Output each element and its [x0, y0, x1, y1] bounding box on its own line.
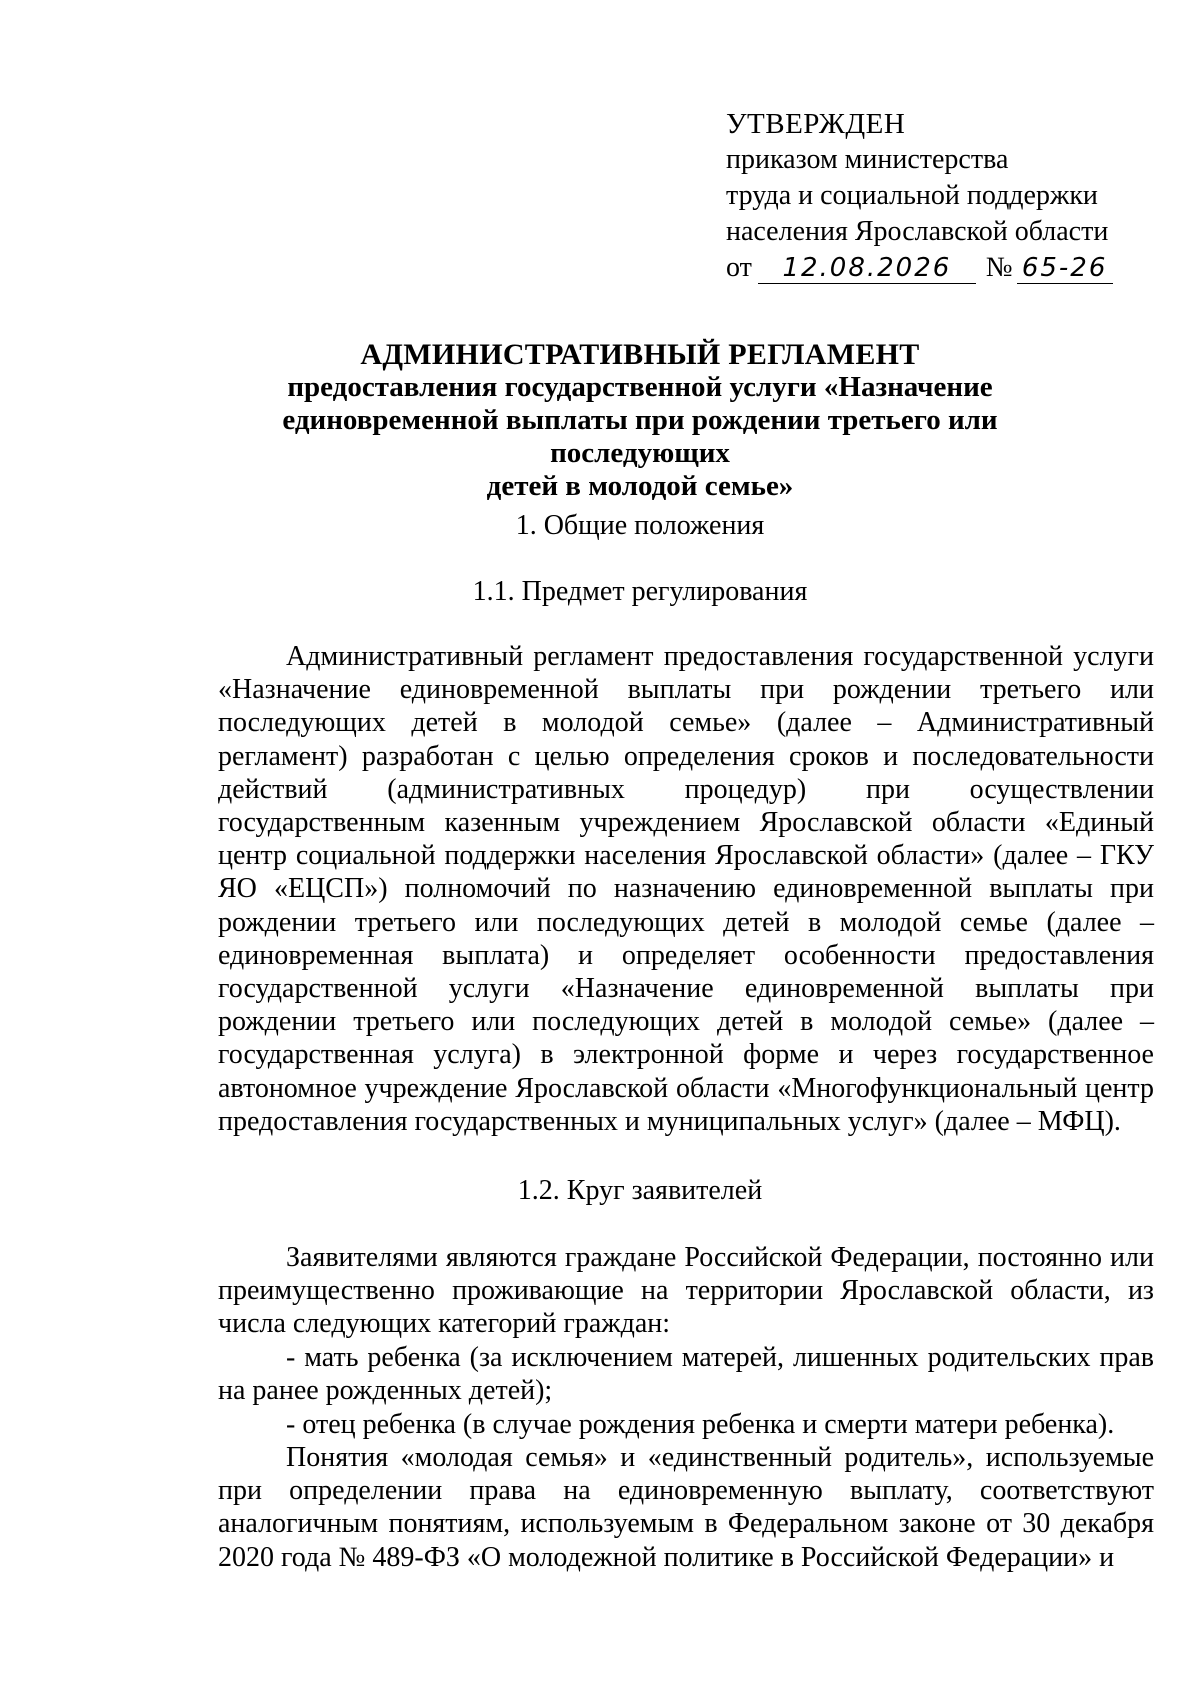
paragraph-definitions: Понятия «молодая семья» и «единственный родитель», используемые при определении права на единовременную выплату, соответствуют аналогичным понятиям, используемым в Федеральном законе от 30 декабря 2020 года № 489-ФЗ «О молодежной политике в Российской Федерации» и: [218, 1442, 1154, 1573]
document-title: [200, 338, 1080, 503]
list-item-mother: - мать ребенка (за исключением матерей, лишенных родительских прав на ранее рожденных детей);: [218, 1342, 1154, 1407]
approval-block: [726, 106, 1113, 286]
section-heading-general: 1. Общие положения: [515, 510, 765, 541]
list-item-father: - отец ребенка (в случае рождения ребенка и смерти матери ребенка).: [286, 1409, 1115, 1440]
handwritten-number: 65-26: [1017, 253, 1113, 284]
handwritten-date: 12.08.2026: [758, 253, 976, 284]
approval-title: УТВЕРЖДЕН: [726, 108, 906, 140]
document-title-line2: предоставления государственной услуги «Назначение: [287, 371, 993, 403]
subsection-heading-subject: 1.1. Предмет регулирования: [472, 576, 808, 607]
subsection-heading-applicants: 1.2. Круг заявителей: [517, 1175, 763, 1206]
paragraph-subject: Административный регламент предоставления государственной услуги «Назначение единовременной выплаты при рождении третьего или последующих детей в молодой семье» (далее – Административный регламент) разработан с целью определения сроков и последовательности действий (административных процедур) при осуществлении государственным казенным учреждением Ярославской области «Единый центр социальной поддержки населения Ярославской области» (далее – ГКУ ЯО «ЕЦСП») полномочий по назначению единовременной выплаты при рождении третьего или последующих детей в молодой семье (далее – единовременная выплата) и определяет особенности предоставления государственной услуги «Назначение единовременной выплаты при рождении третьего или последующих детей в молодой семье» (далее – государственная услуга) в электронной форме и через государственное автономное учреждение Ярославской области «Многофункциональный центр предоставления государственных и муниципальных услуг» (далее – МФЦ).: [218, 641, 1154, 1137]
approval-order-line: [726, 250, 1113, 286]
approval-line-ministry: приказом министерства: [726, 144, 1009, 175]
document-title-main: АДМИНИСТРАТИВНЫЙ РЕГЛАМЕНТ: [360, 338, 920, 371]
approval-line-labor: труда и социальной поддержки: [726, 180, 1098, 211]
document-title-line4: детей в молодой семье»: [486, 470, 794, 502]
document-title-line3: единовременной выплаты при рождении третьего или последующих: [282, 404, 998, 469]
approval-line-region: населения Ярославской области: [726, 216, 1109, 247]
paragraph-applicants: Заявителями являются граждане Российской Федерации, постоянно или преимущественно проживающие на территории Ярославской области, из числа следующих категорий граждан:: [218, 1242, 1154, 1340]
number-label: №: [985, 252, 1013, 283]
from-label: от: [726, 252, 752, 283]
